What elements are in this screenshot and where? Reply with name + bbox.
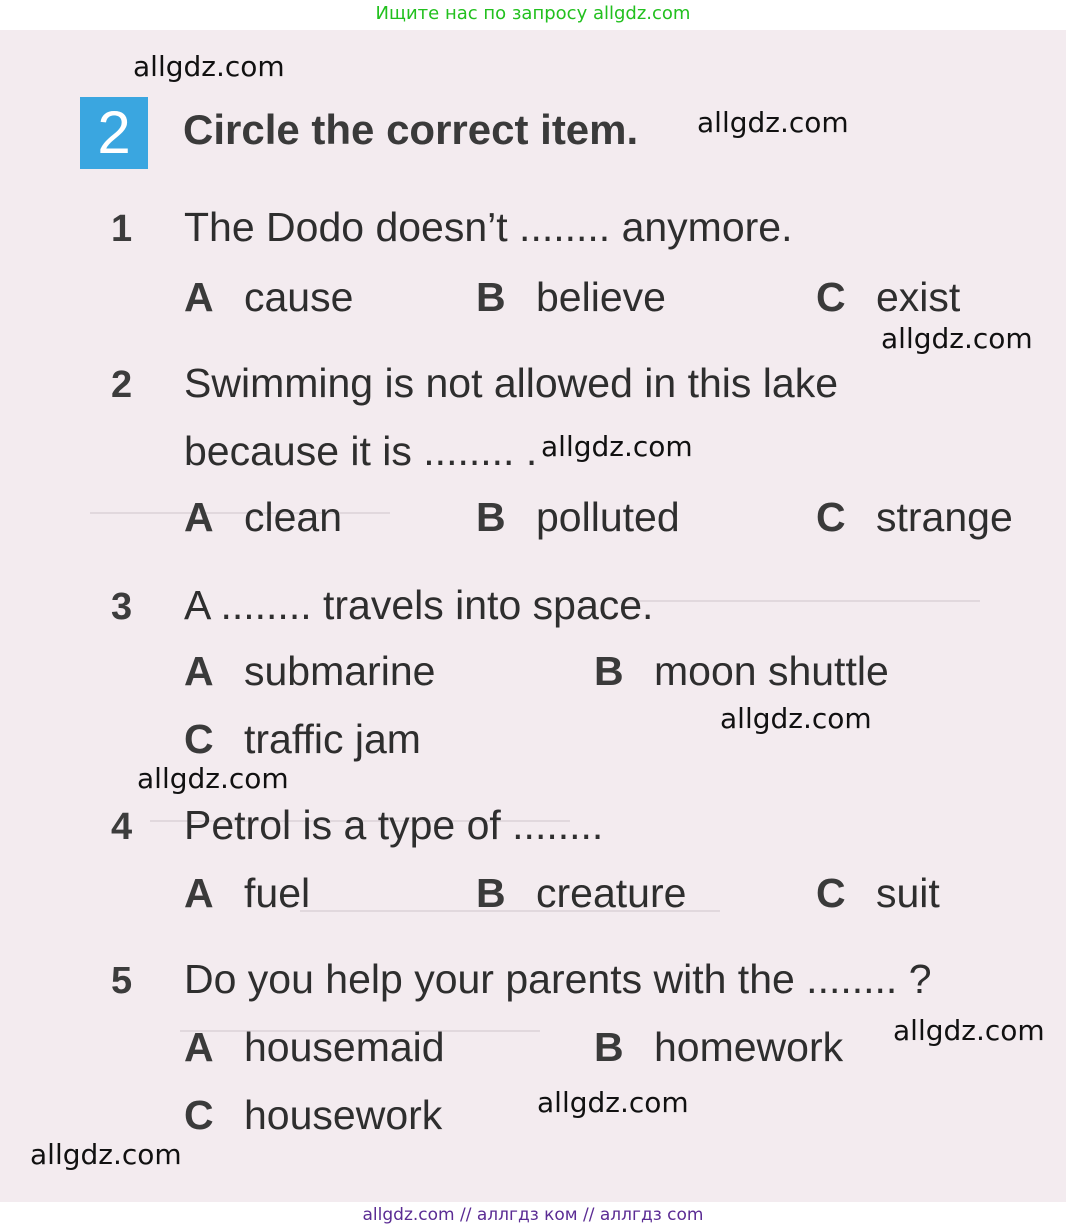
option-a[interactable]	[184, 1024, 445, 1071]
exercise-instruction: Circle the correct item.	[183, 106, 639, 153]
option-c[interactable]	[816, 274, 960, 321]
option-a[interactable]	[184, 274, 353, 321]
option-c[interactable]	[184, 1092, 442, 1139]
question-text: Swimming is not allowed in this lake	[184, 360, 838, 406]
option-letter: B	[476, 274, 506, 320]
question-number: 5	[111, 960, 133, 1002]
option-a[interactable]	[184, 648, 435, 695]
question-number: 3	[111, 586, 133, 628]
option-letter: B	[594, 648, 624, 694]
option-b[interactable]	[476, 494, 680, 541]
watermark: allgdz.com	[30, 1138, 182, 1171]
option-text: creature	[536, 870, 687, 916]
option-letter: A	[184, 274, 214, 320]
watermark: allgdz.com	[893, 1014, 1045, 1047]
ghost-texture	[620, 600, 980, 602]
option-text: traffic jam	[244, 716, 421, 762]
option-letter: B	[476, 870, 506, 916]
question-text-line2: because it is ........ .	[184, 428, 538, 474]
option-text: submarine	[244, 648, 436, 694]
option-text: housework	[244, 1092, 443, 1138]
option-letter: A	[184, 870, 214, 916]
option-letter: B	[594, 1024, 624, 1070]
watermark: allgdz.com	[697, 106, 849, 139]
option-letter: C	[184, 716, 214, 762]
option-c[interactable]	[816, 870, 940, 917]
question-text: The Dodo doesn’t ........ anymore.	[184, 204, 793, 250]
option-letter: C	[816, 494, 846, 540]
watermark: allgdz.com	[720, 702, 872, 735]
option-text: clean	[244, 494, 343, 540]
option-letter: A	[184, 1024, 214, 1070]
option-text: polluted	[536, 494, 680, 540]
option-text: exist	[876, 274, 961, 320]
exercise-number-badge: 2	[80, 97, 148, 169]
option-letter: A	[184, 494, 214, 540]
top-banner[interactable]: Ищите нас по запросу allgdz.com	[0, 0, 1066, 30]
option-b[interactable]	[476, 870, 686, 917]
watermark: allgdz.com	[133, 50, 285, 83]
option-letter: A	[184, 648, 214, 694]
question-text: A ........ travels into space.	[184, 582, 654, 628]
option-text: homework	[654, 1024, 844, 1070]
option-text: housemaid	[244, 1024, 445, 1070]
option-text: fuel	[244, 870, 311, 916]
watermark: allgdz.com	[537, 1086, 689, 1119]
option-c[interactable]	[184, 716, 421, 763]
question-text: Petrol is a type of ........	[184, 802, 604, 848]
option-text: believe	[536, 274, 666, 320]
question-number: 4	[111, 806, 133, 848]
watermark: allgdz.com	[541, 430, 693, 463]
option-a[interactable]	[184, 870, 310, 917]
option-letter: C	[816, 274, 846, 320]
option-letter: B	[476, 494, 506, 540]
option-c[interactable]	[816, 494, 1013, 541]
bottom-banner[interactable]: allgdz.com // аллгдз ком // аллгдз com	[0, 1202, 1066, 1230]
option-text: cause	[244, 274, 354, 320]
option-b[interactable]	[476, 274, 666, 321]
question-number: 1	[111, 208, 133, 250]
option-b[interactable]	[594, 648, 889, 695]
question-number: 2	[111, 364, 133, 406]
option-b[interactable]	[594, 1024, 843, 1071]
option-text: suit	[876, 870, 940, 916]
option-letter: C	[816, 870, 846, 916]
option-letter: C	[184, 1092, 214, 1138]
watermark: allgdz.com	[137, 762, 289, 795]
option-text: strange	[876, 494, 1013, 540]
option-a[interactable]	[184, 494, 342, 541]
option-text: moon shuttle	[654, 648, 889, 694]
question-text: Do you help your parents with the ........ ?	[184, 956, 932, 1002]
watermark: allgdz.com	[881, 322, 1033, 355]
